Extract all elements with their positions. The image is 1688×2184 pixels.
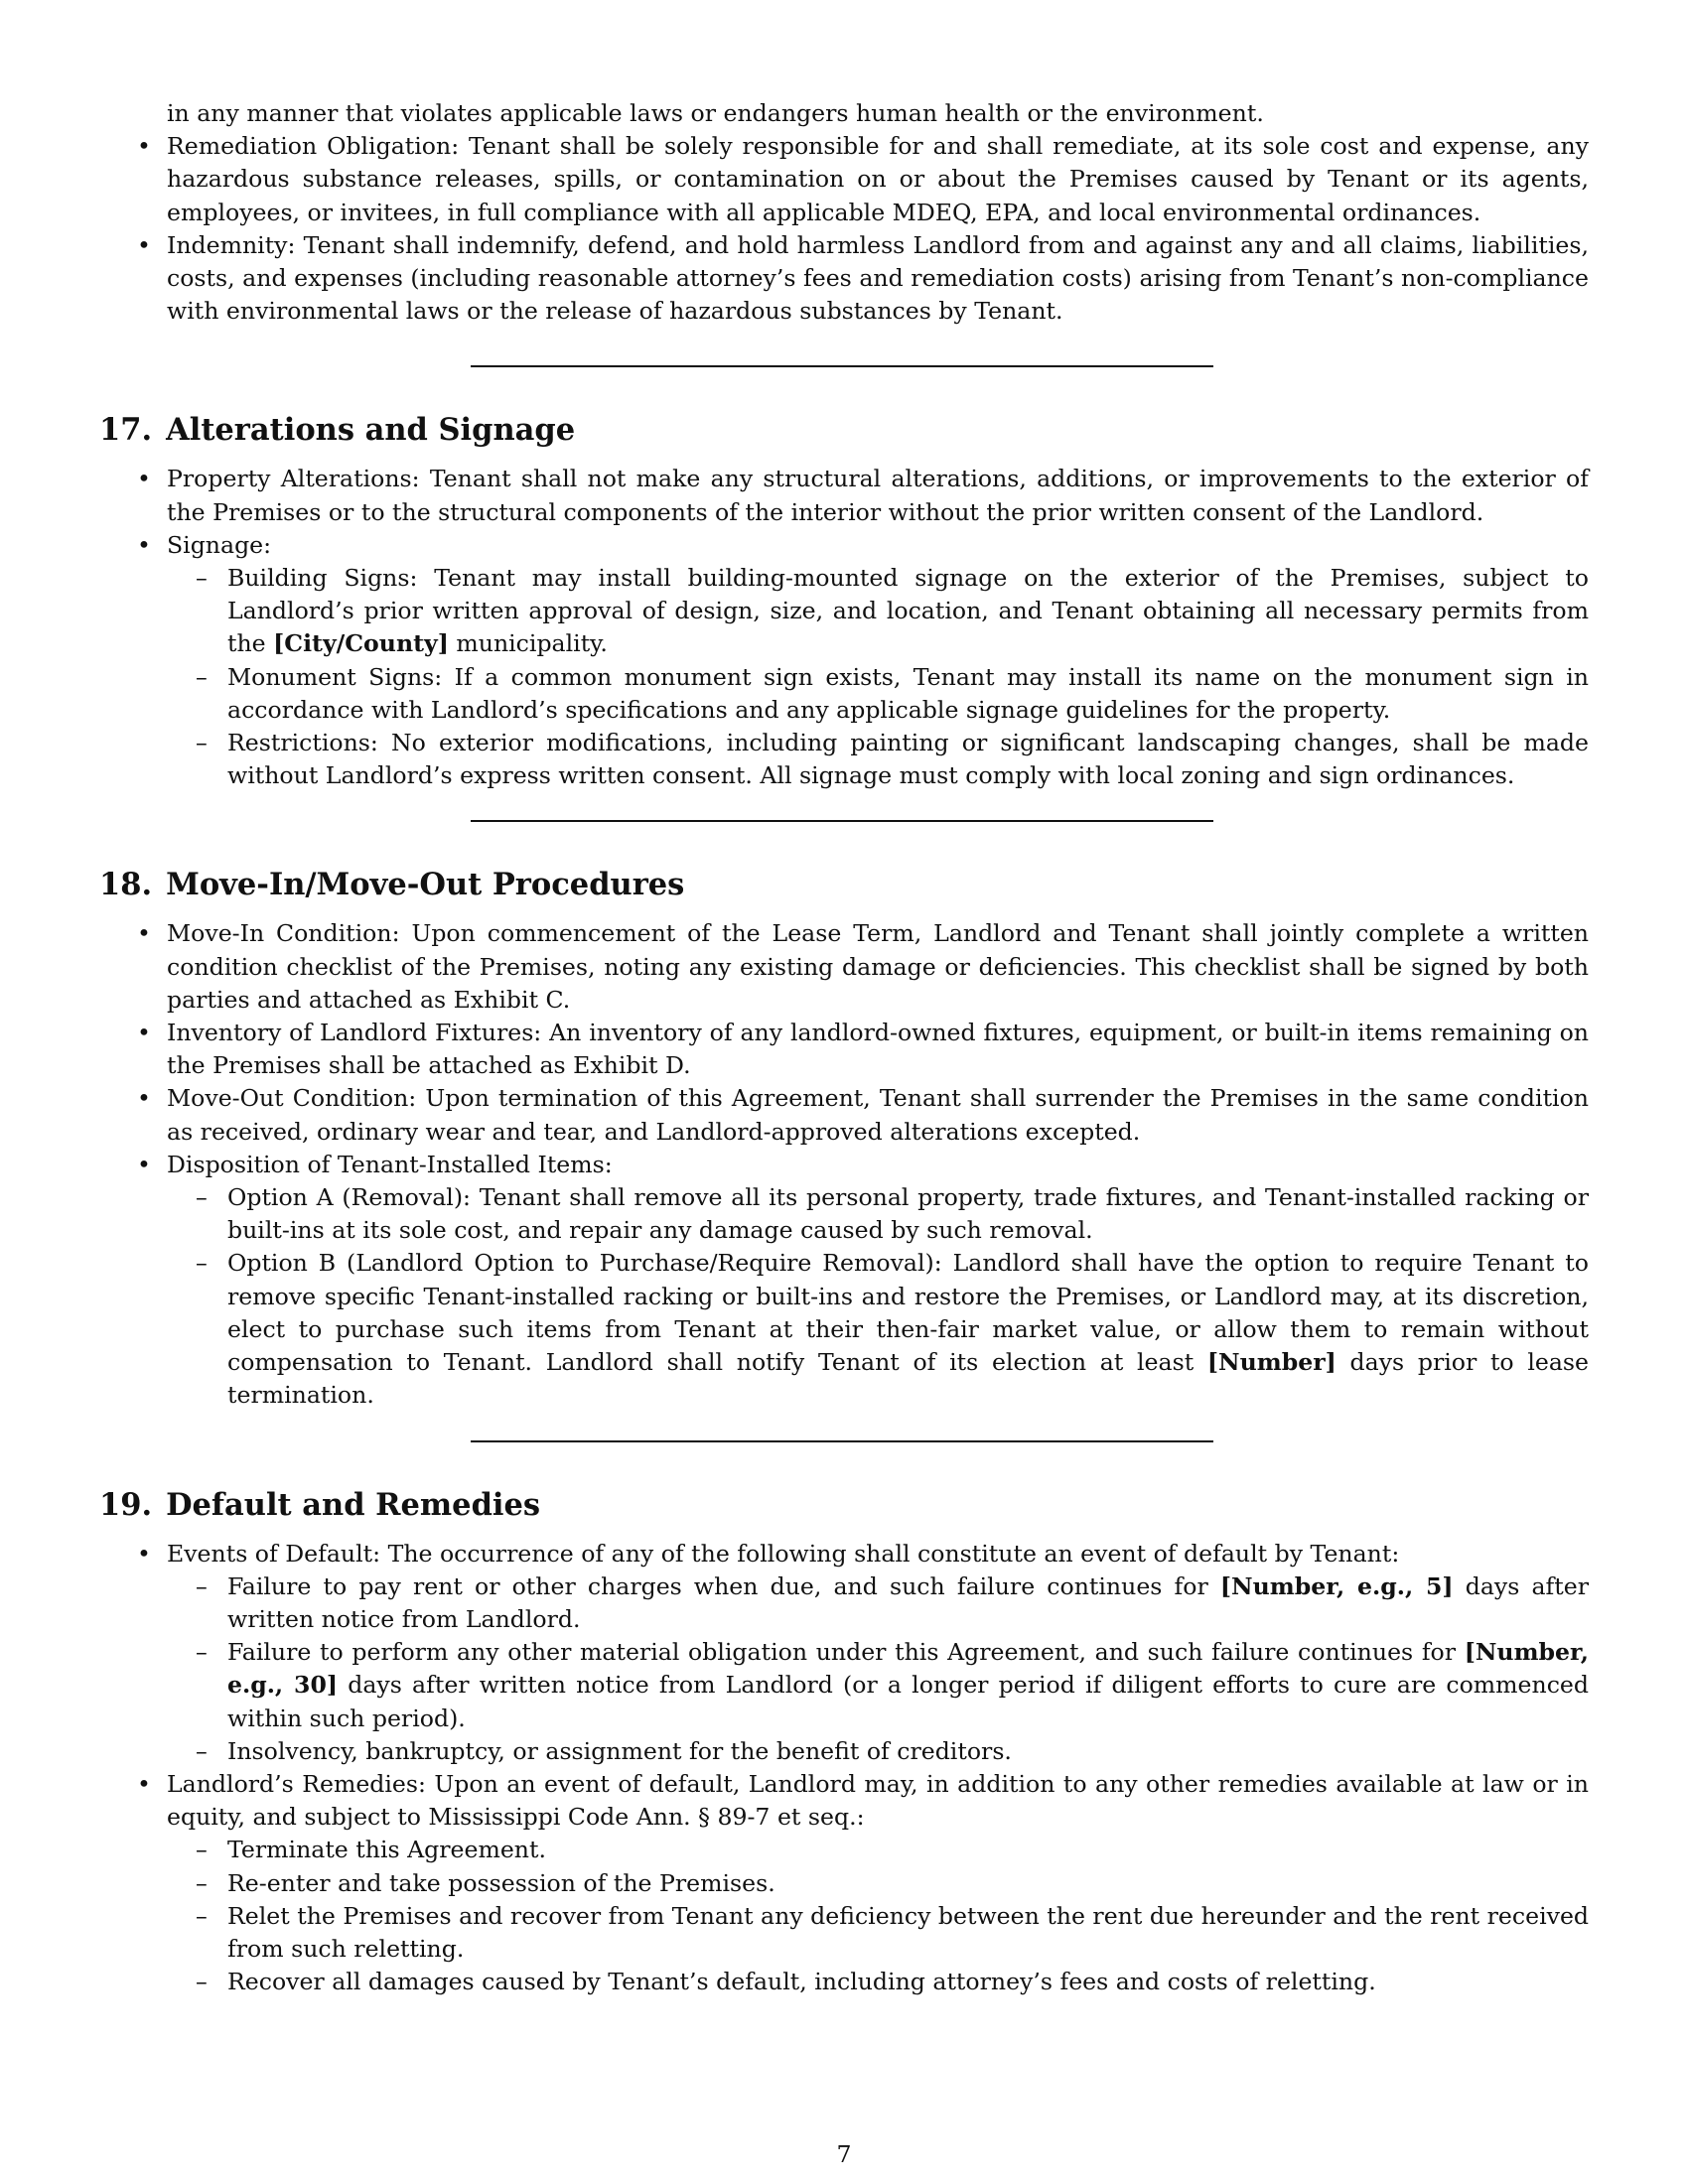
section-17-heading <box>99 411 1589 449</box>
section-17-list <box>99 463 1589 792</box>
sublist-item-relet: – Relet the Premises and recover from Tenant any deficiency between the rent due hereunder and the rent received from such reletting. <box>167 1900 1589 1966</box>
section-18-heading <box>99 866 1589 903</box>
page-content <box>99 97 1589 1998</box>
section-number: 18. <box>99 867 153 903</box>
event-text: Failure to pay rent or other charges when due, and such failure continues for <box>227 1571 1220 1600</box>
list-item-inventory: • Inventory of Landlord Fixtures: An inventory of any landlord-owned fixtures, equipment, or built-in items remaining on the Premises shall be attached as Exhibit D. <box>99 1017 1589 1082</box>
sublist-item-option-a: – Option A (Removal): Tenant shall remove all its personal property, trade fixtures, and Tenant-installed racking or built-ins at its sole cost, and repair any damage caused by such removal. <box>167 1181 1589 1247</box>
list-item-events-of-default <box>99 1538 1589 1768</box>
placeholder-number-30: [Number, e.g., 30] <box>227 1638 1589 1700</box>
sublist-item-restrictions: – Restrictions: No exterior modifications, including painting or significant landscaping changes, shall be made without Landlord’s express written consent. All signage must comply with local zoning and sign ordinances. <box>167 727 1589 792</box>
section-16-list <box>99 130 1589 328</box>
signage-label: Signage: <box>167 530 272 559</box>
section-title: Default and Remedies <box>166 1486 541 1523</box>
option-b-text-end: days prior to lease termination. <box>227 1348 1589 1410</box>
section-19-list <box>99 1538 1589 1999</box>
section-number: 17. <box>99 412 153 449</box>
list-item-signage <box>99 529 1589 793</box>
section-18-body <box>99 917 1589 1412</box>
sublist-item-reenter: – Re-enter and take possession of the Premises. <box>167 1867 1589 1900</box>
building-signs-text-end: municipality. <box>448 629 608 658</box>
section-17-body <box>99 463 1589 792</box>
placeholder-number-5: [Number, e.g., 5] <box>1219 1571 1454 1600</box>
sublist-item-terminate: – Terminate this Agreement. <box>167 1834 1589 1866</box>
placeholder-city-county: [City/County] <box>273 629 449 658</box>
list-item-disposition <box>99 1149 1589 1413</box>
page-number: 7 <box>836 2140 852 2168</box>
section-number: 19. <box>99 1486 153 1523</box>
section-19-heading <box>99 1486 1589 1524</box>
sublist-item-rent-failure <box>167 1570 1589 1636</box>
list-item-indemnity: • Indemnity: Tenant shall indemnify, defend, and hold harmless Landlord from and against any and all claims, liabilities, costs, and expenses (including reasonable attorney’s fees and remediation costs) arising from Tenant’s non-compliance with environmental laws or the release of hazardous substances by Tenant. <box>99 229 1589 329</box>
section-18-list <box>99 917 1589 1412</box>
events-label: Events of Default: The occurrence of any of the following shall constitute an event of default by Tenant: <box>167 1539 1400 1568</box>
signage-sublist <box>167 562 1589 792</box>
sublist-item-monument-signs: – Monument Signs: If a common monument sign exists, Tenant may install its name on the monument sign in accordance with Landlord’s specifications and any applicable signage guidelines for the property. <box>167 661 1589 727</box>
continuation-text: in any manner that violates applicable laws or endangers human health or the environment. <box>167 99 1264 127</box>
placeholder-number: [Number] <box>1206 1348 1336 1377</box>
sublist-item-recover-damages: – Recover all damages caused by Tenant’s default, including attorney’s fees and costs of reletting. <box>167 1966 1589 1998</box>
disposition-sublist <box>167 1181 1589 1412</box>
section-divider <box>471 365 1213 367</box>
sublist-item-option-b <box>167 1247 1589 1412</box>
sublist-item-obligation-failure <box>167 1636 1589 1735</box>
list-item-remediation: • Remediation Obligation: Tenant shall be solely responsible for and shall remediate, at its sole cost and expense, any hazardous substance releases, spills, or contamination on or about the Premises caused by Tenant or its agents, employees, or invitees, in full compliance with all applicable MDEQ, EPA, and local environmental ordinances. <box>99 130 1589 229</box>
event-text-end: days after written notice from Landlord (or a longer period if diligent efforts to cure are commenced within such period). <box>227 1671 1589 1732</box>
event-text: Failure to perform any other material obligation under this Agreement, and such failure continues for <box>227 1638 1465 1667</box>
section-16-continuation <box>99 97 1589 328</box>
section-title: Alterations and Signage <box>166 412 576 449</box>
section-19-body <box>99 1538 1589 1999</box>
list-item-move-out: • Move-Out Condition: Upon termination of this Agreement, Tenant shall surrender the Premises in the same condition as received, ordinary wear and tear, and Landlord-approved alterations excepted. <box>99 1082 1589 1148</box>
list-item-landlord-remedies <box>99 1768 1589 1998</box>
building-signs-text: Building Signs: Tenant may install building-mounted signage on the exterior of the Premises, subject to Landlord’s prior written approval of design, size, and location, and Tenant obtaining all necessary permits from the <box>227 564 1589 658</box>
remedies-sublist <box>167 1834 1589 1998</box>
list-item-property-alterations: • Property Alterations: Tenant shall not make any structural alterations, additions, or improvements to the exterior of the Premises or to the structural components of the interior without the prior written consent of the Landlord. <box>99 463 1589 528</box>
section-divider <box>471 820 1213 822</box>
sublist-item-building-signs <box>167 562 1589 661</box>
option-b-text: Option B (Landlord Option to Purchase/Require Removal): Landlord shall have the option to require Tenant to remove specific Tenant-installed racking or built-ins and restore the Premises, or Landlord may, at its discretion, elect to purchase such items from Tenant at their then-fair market value, or allow them to remain without compensation to Tenant. Landlord shall notify Tenant of its election at least <box>227 1249 1589 1377</box>
event-text-end: days after written notice from Landlord. <box>227 1571 1590 1633</box>
list-item-move-in: • Move-In Condition: Upon commencement of the Lease Term, Landlord and Tenant shall jointly complete a written condition checklist of the Premises, noting any existing damage or deficiencies. This checklist shall be signed by both parties and attached as Exhibit C. <box>99 917 1589 1017</box>
remedies-label: Landlord’s Remedies: Upon an event of default, Landlord may, in addition to any other remedies available at law or in equity, and subject to Mississippi Code Ann. § 89-7 et seq.: <box>167 1769 1589 1832</box>
section-title: Move-In/Move-Out Procedures <box>166 867 685 903</box>
sublist-item-insolvency: – Insolvency, bankruptcy, or assignment for the benefit of creditors. <box>167 1735 1589 1768</box>
events-sublist <box>167 1570 1589 1768</box>
section-divider <box>471 1440 1213 1442</box>
disposition-label: Disposition of Tenant-Installed Items: <box>167 1150 613 1178</box>
